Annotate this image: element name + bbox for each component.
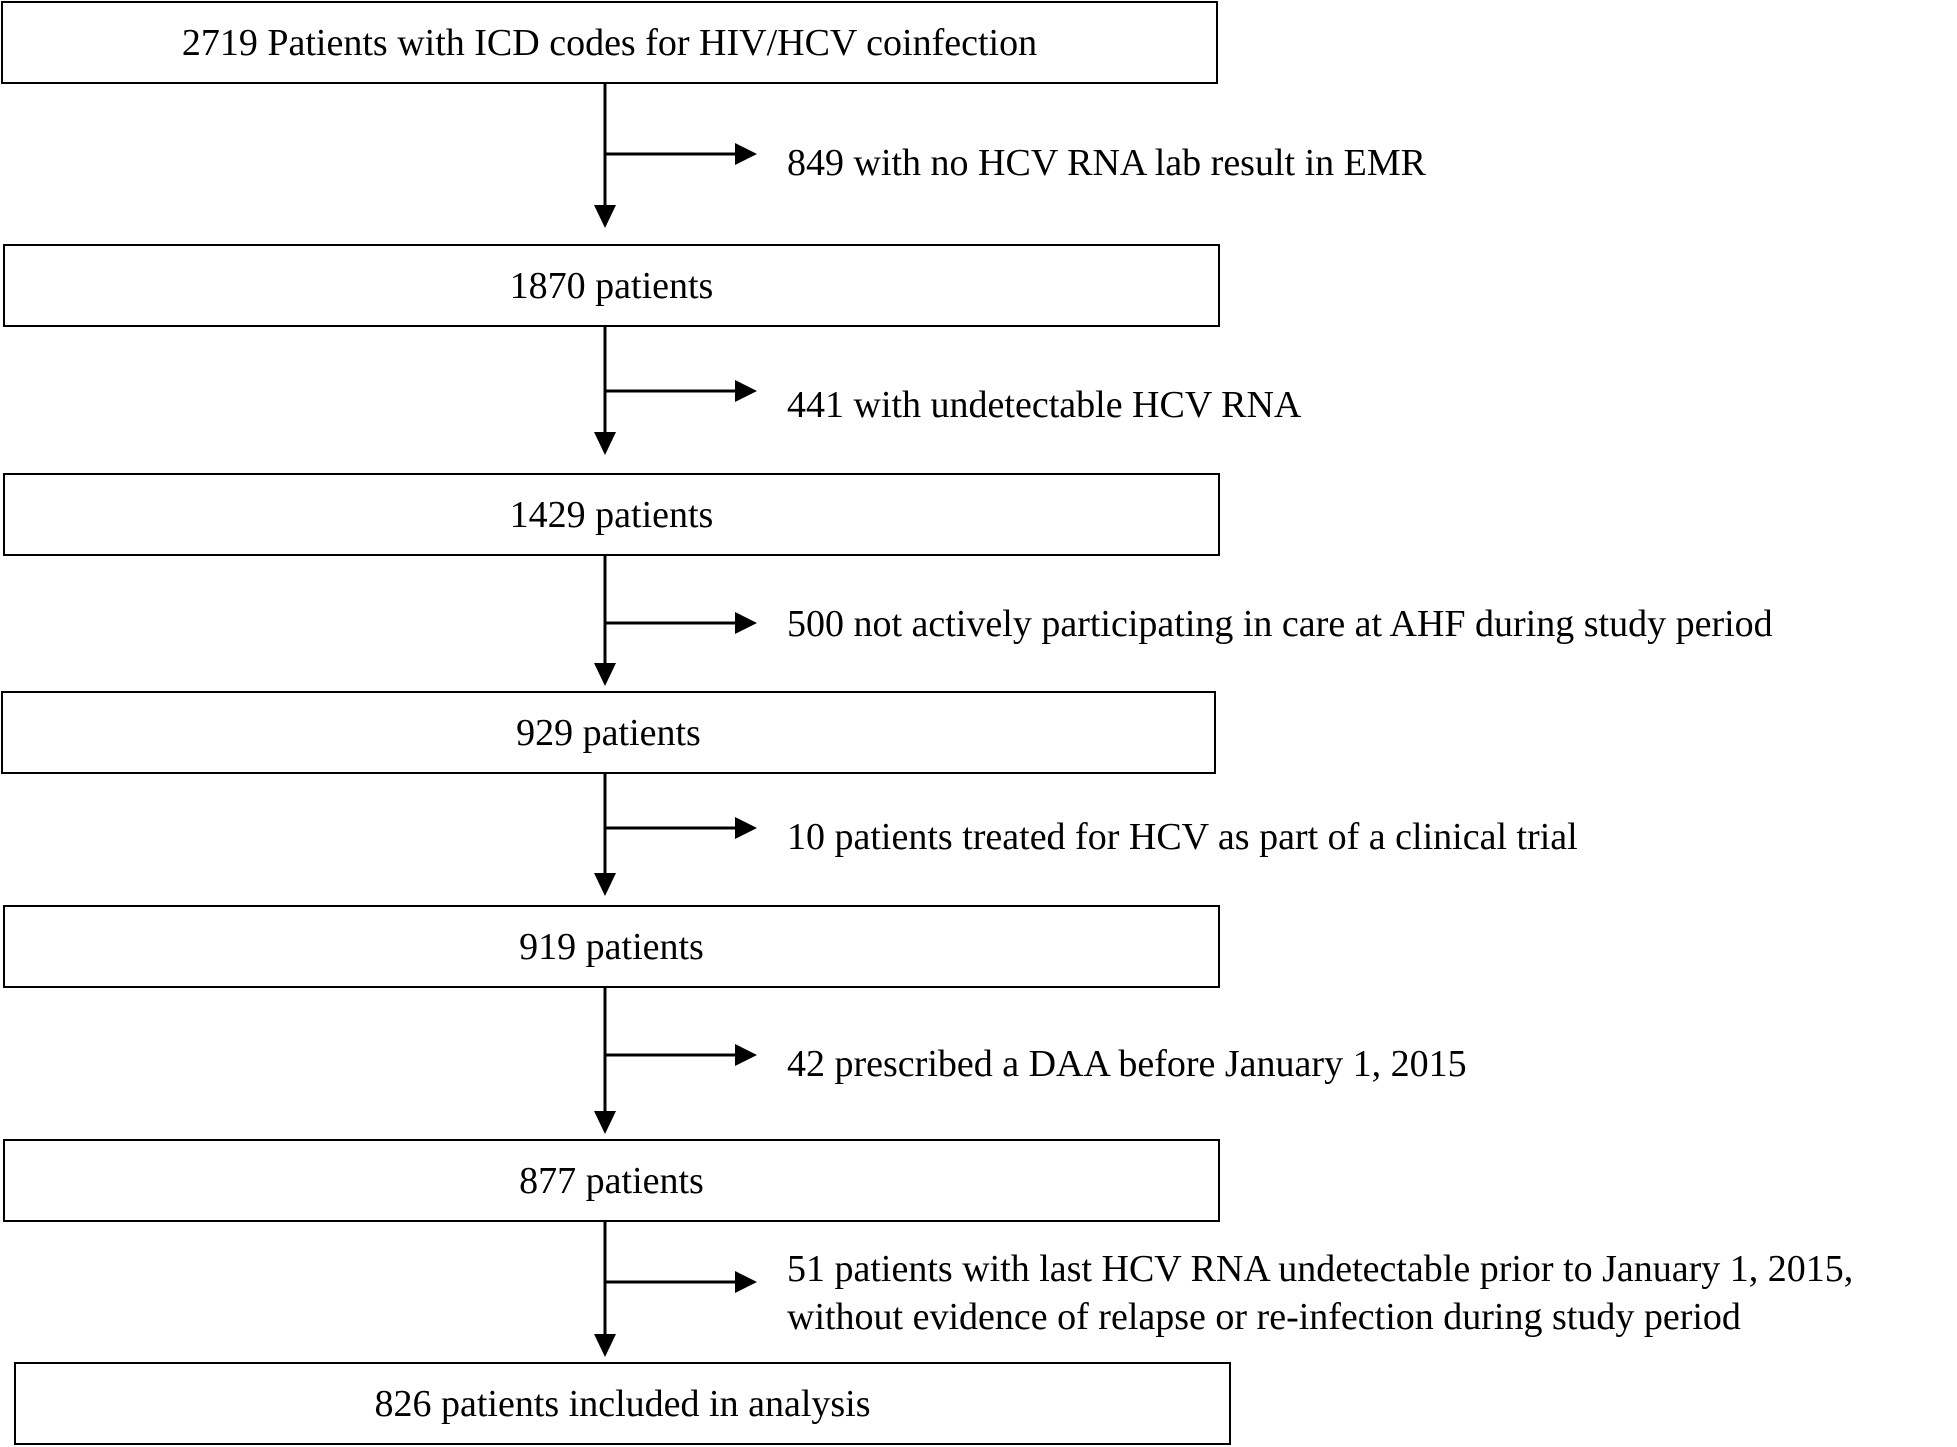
exclusion-label-4 [787, 813, 1578, 861]
exclusion-label-3 [787, 600, 1773, 648]
arrowhead-right-4 [735, 817, 757, 839]
flow-box-5 [3, 905, 1220, 988]
exclusion-text-line-1: 51 patients with last HCV RNA undetectable prior to January 1, 2015, [787, 1248, 1854, 1290]
flow-box-label: 1870 patients [509, 264, 714, 307]
arrowhead-right-1 [735, 143, 757, 165]
exclusion-text: 441 with undetectable HCV RNA [787, 384, 1302, 426]
arrowhead-right-2 [735, 380, 757, 402]
exclusion-label-5 [787, 1040, 1467, 1088]
exclusion-label-1 [787, 139, 1426, 187]
exclusion-text-line-2: without evidence of relapse or re-infection during study period [787, 1296, 1741, 1338]
flow-box-7 [14, 1362, 1231, 1445]
arrowhead-down-5 [594, 1111, 616, 1134]
flow-box-3 [3, 473, 1220, 556]
flow-box-label: 826 patients included in analysis [374, 1382, 871, 1425]
exclusion-text: 10 patients treated for HCV as part of a clinical trial [787, 816, 1578, 858]
flow-box-2 [3, 244, 1220, 327]
flow-box-label: 919 patients [519, 925, 704, 968]
arrowhead-right-6 [735, 1271, 757, 1293]
exclusion-label-6 [787, 1245, 1853, 1341]
arrowhead-down-6 [594, 1334, 616, 1357]
flow-box-label: 877 patients [519, 1159, 704, 1202]
arrowhead-down-4 [594, 873, 616, 896]
exclusion-text: 849 with no HCV RNA lab result in EMR [787, 142, 1426, 184]
arrowhead-down-3 [594, 663, 616, 686]
exclusion-label-2 [787, 381, 1301, 429]
arrowhead-right-5 [735, 1044, 757, 1066]
exclusion-text: 500 not actively participating in care at AHF during study period [787, 603, 1773, 645]
flow-box-label: 1429 patients [509, 493, 714, 536]
flow-box-6 [3, 1139, 1220, 1222]
arrowhead-down-1 [594, 205, 616, 228]
flow-box-1 [1, 1, 1218, 84]
flow-box-label: 2719 Patients with ICD codes for HIV/HCV coinfection [181, 21, 1038, 64]
arrowhead-right-3 [735, 612, 757, 634]
arrowhead-down-2 [594, 432, 616, 455]
exclusion-text: 42 prescribed a DAA before January 1, 2015 [787, 1043, 1467, 1085]
flow-box-4 [1, 691, 1216, 774]
flow-box-label: 929 patients [516, 711, 701, 754]
